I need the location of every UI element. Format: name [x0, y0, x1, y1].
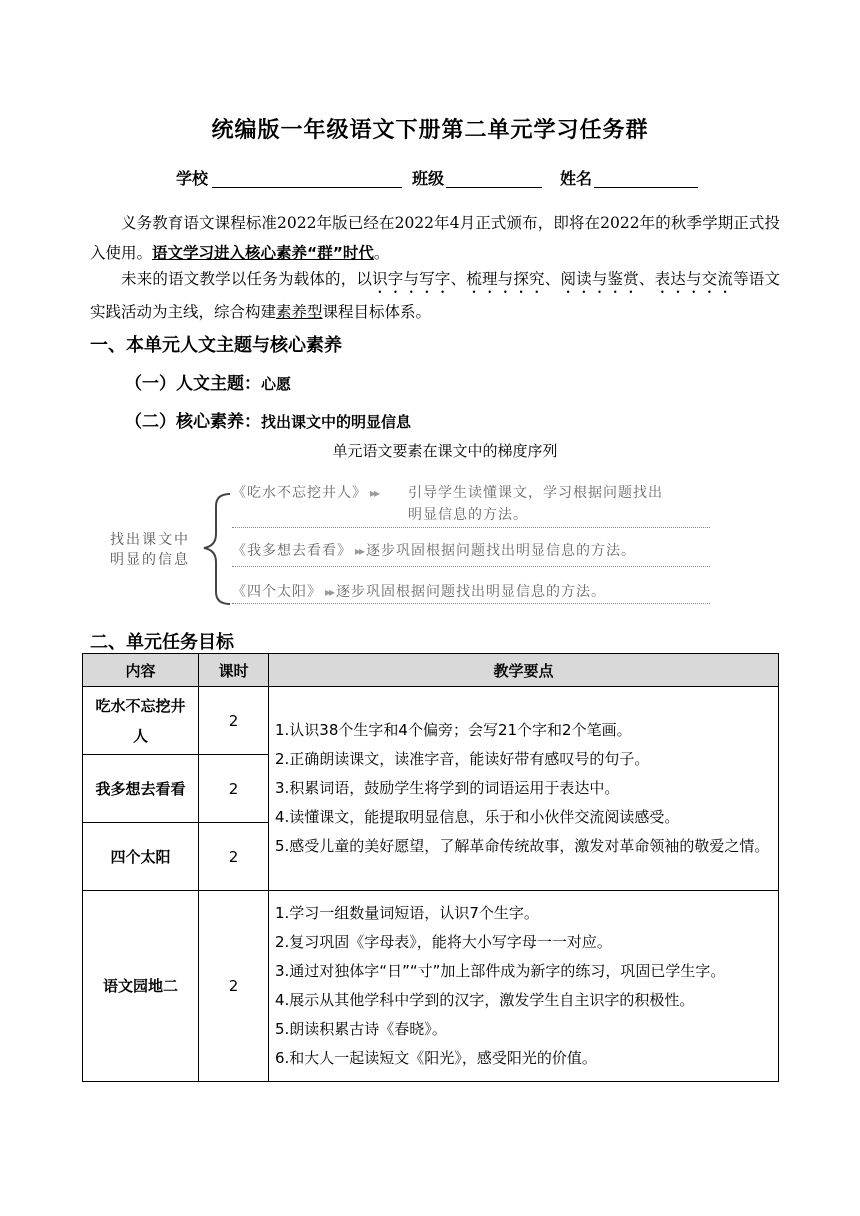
table-header-row: [83, 654, 779, 687]
diagram-desc-2: 逐步巩固根据问题找出明显信息的方法。: [366, 543, 637, 559]
dotted-divider: [232, 527, 710, 528]
section-2-heading: 二、单元任务目标: [90, 632, 234, 653]
diagram-root-label: 找出课文中 明显的信息: [110, 532, 190, 568]
theme-value: 心愿: [261, 375, 292, 393]
diagram-lesson-2: 《我多想去看看》: [232, 543, 352, 559]
diagram-desc-1: 引导学生读懂课文，学习根据问题找出 明显信息的方法。: [408, 485, 663, 523]
lesson-name: 语文园地二: [83, 891, 199, 1082]
lesson-hours: 2: [199, 687, 269, 755]
list-item: 3.通过对独体字“日”“寸”加上部件成为新字的练习，巩固已学生字。: [275, 962, 726, 980]
diagram-row-2: [232, 540, 636, 560]
core-literacy-emphasis: 语文学习进入核心素养“群”时代: [152, 244, 374, 262]
class-blank[interactable]: [446, 187, 542, 188]
diagram-lesson-3: 《四个太阳》: [232, 584, 322, 600]
key-points-cell: [269, 891, 779, 1082]
theme-line: （一）人文主题：心愿: [125, 374, 292, 394]
double-arrow-icon: ▸▸: [325, 585, 334, 599]
lesson-hours: 2: [199, 755, 269, 823]
task-goals-table: [82, 653, 779, 1082]
table-row: [83, 687, 779, 755]
dotted-divider: [232, 566, 710, 567]
list-item: 1.认识38个生字和4个偏旁；会写21个字和2个笔画。: [275, 721, 632, 739]
list-item: 3.积累词语，鼓励学生将学到的词语运用于表达中。: [275, 779, 620, 797]
diagram-desc-3: 逐步巩固根据问题找出明显信息的方法。: [336, 584, 607, 600]
header-key-points: 教学要点: [269, 654, 779, 687]
name-label: 姓名: [560, 169, 593, 188]
brace-icon: [198, 490, 234, 608]
school-blank[interactable]: [212, 187, 402, 188]
diagram-lesson-1: 《吃水不忘挖井人》: [232, 485, 367, 501]
dotted-divider: [232, 603, 710, 604]
core-literacy-value: 找出课文中的明显信息: [261, 413, 412, 431]
diagram-row-3: [232, 581, 606, 601]
class-label: 班级: [412, 169, 445, 188]
list-item: 6.和大人一起读短文《阳光》，感受阳光的价值。: [275, 1049, 597, 1067]
name-blank[interactable]: [594, 187, 698, 188]
double-arrow-icon: ▸▸: [355, 544, 364, 558]
lesson-hours: 2: [199, 891, 269, 1082]
page-title: 统编版一年级语文下册第二单元学习任务群: [211, 118, 649, 143]
header-content: 内容: [83, 654, 199, 687]
list-item: 5.朗读积累古诗《春晓》。: [275, 1020, 447, 1038]
intro-paragraph-1: 义务教育语文课程标准2022年版已经在2022年4月正式颁布，即将在2022年的秋季学期正式投入使用。语文学习进入核心素养“群”时代。: [90, 214, 780, 262]
table-row: [83, 891, 779, 1082]
list-item: 1.学习一组数量词短语，认识7个生字。: [275, 904, 539, 922]
lesson-hours: 2: [199, 823, 269, 891]
practice-activities: 识字与写字、梳理与探究、阅读与鉴赏、表达与交流: [372, 270, 734, 288]
list-item: 2.正确朗读课文，读准字音，能读好带有感叹号的句子。: [275, 750, 650, 768]
school-label: 学校: [176, 169, 209, 188]
literacy-type: 素养型: [276, 303, 323, 321]
key-points-cell: [269, 687, 779, 891]
lesson-name: 我多想去看看: [83, 755, 199, 823]
list-item: 2.复习巩固《字母表》，能将大小写字母一一对应。: [275, 933, 612, 951]
list-item: 4.展示从其他学科中学到的汉字，激发学生自主识字的积极性。: [275, 991, 695, 1009]
double-arrow-icon: ▸▸: [370, 486, 379, 500]
lesson-name: 吃水不忘挖井人: [83, 687, 199, 755]
core-literacy-line: （二）核心素养：找出课文中的明显信息: [125, 412, 412, 432]
section-1-heading: 一、本单元人文主题与核心素养: [90, 335, 342, 356]
list-item: 5.感受儿童的美好愿望，了解革命传统故事，激发对革命领袖的敬爱之情。: [275, 837, 770, 855]
header-hours: 课时: [199, 654, 269, 687]
diagram-caption: 单元语文要素在课文中的梯度序列: [332, 442, 558, 460]
list-item: 4.读懂课文，能提取明显信息，乐于和小伙伴交流阅读感受。: [275, 808, 680, 826]
intro-paragraph-2: 未来的语文教学以任务为载体的，以识字与写字、梳理与探究、阅读与鉴赏、表达与交流等语文实践活动为主线，综合构建素养型课程目标体系。: [90, 270, 780, 321]
diagram-row-1: [232, 482, 663, 523]
lesson-name: 四个太阳: [83, 823, 199, 891]
